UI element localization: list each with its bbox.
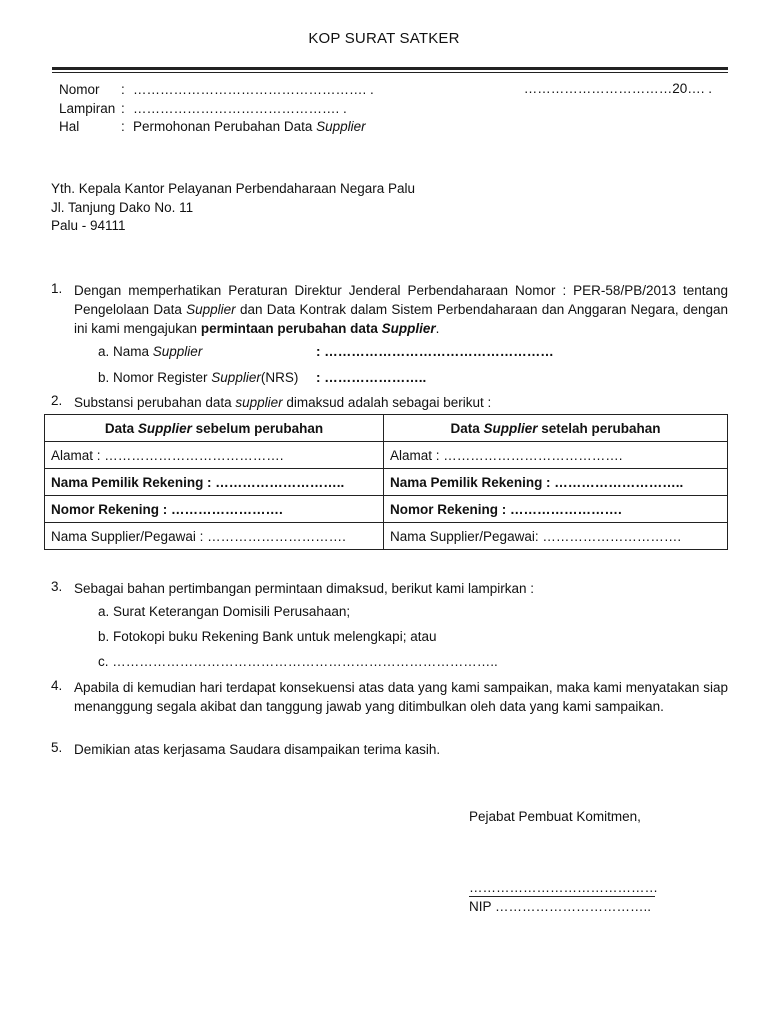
table-cell: Nama Pemilik Rekening : ……………………….. xyxy=(45,469,384,496)
meta-value: ………………………………………. . xyxy=(133,101,347,116)
text-bold xyxy=(201,321,436,336)
text-italic: Supplier xyxy=(137,420,192,436)
letterhead-title: KOP SURAT SATKER xyxy=(308,30,460,47)
text-italic: Supplier xyxy=(483,420,538,436)
item-number: 1. xyxy=(51,281,63,296)
table-cell: Nomor Rekening : ……………………. xyxy=(45,496,384,523)
text-span: a. Nama xyxy=(98,344,153,359)
substance-table xyxy=(44,414,728,550)
meta-value: ……………………………………………. . xyxy=(133,82,374,97)
signature-name-line: …………………………………… xyxy=(469,880,658,895)
text-span: Data xyxy=(450,420,484,436)
item-1-text xyxy=(74,281,728,338)
text-span: Dengan memperhatikan Peraturan Direktur Jenderal Perbendaharaan Nomor : PER-58/PB/2013 tentang Pengelolaan Data xyxy=(74,283,728,317)
meta-label: Nomor xyxy=(59,82,100,97)
meta-lampiran xyxy=(59,101,347,116)
item-1-a-label xyxy=(98,344,202,359)
meta-label: Hal xyxy=(59,119,80,134)
meta-colon: : xyxy=(121,101,125,116)
recipient-line-2: Jl. Tanjung Dako No. 11 xyxy=(51,200,194,215)
meta-colon: : xyxy=(121,82,125,97)
text-italic: Supplier xyxy=(211,370,261,385)
table-cell: Alamat : …………………………………. xyxy=(384,442,728,469)
table-cell: Nama Supplier/Pegawai : …………………………. xyxy=(45,523,384,550)
meta-nomor xyxy=(59,82,374,97)
text-italic: Supplier xyxy=(186,302,236,317)
signature-nip: NIP …………………………….. xyxy=(469,899,652,914)
item-2-text xyxy=(74,393,728,412)
meta-label: Lampiran xyxy=(59,101,116,116)
meta-value-italic: Supplier xyxy=(316,119,366,134)
recipient-line-3: Palu - 94111 xyxy=(51,218,126,233)
recipient-line-1: Yth. Kepala Kantor Pelayanan Perbendaharaan Negara Palu xyxy=(51,181,416,196)
item-5-text: Demikian atas kerjasama Saudara disampaikan terima kasih. xyxy=(74,742,441,757)
text-span: b. Nomor Register xyxy=(98,370,212,385)
text-span: setelah perubahan xyxy=(537,420,661,436)
text-span: dimaksud adalah sebagai berikut : xyxy=(282,395,492,410)
text-italic: supplier xyxy=(235,395,283,410)
meta-value: Permohonan Perubahan Data xyxy=(133,119,317,134)
item-1-a-value: : …………………………………………… xyxy=(316,344,554,359)
text-span: permintaan perubahan data xyxy=(200,321,382,336)
table-cell: Nama Supplier/Pegawai: …………………………. xyxy=(384,523,728,550)
item-3-a: a. Surat Keterangan Domisili Perusahaan; xyxy=(98,604,351,619)
item-3-b: b. Fotokopi buku Rekening Bank untuk melengkapi; atau xyxy=(98,629,437,644)
table-cell: Nomor Rekening : ……………………. xyxy=(384,496,728,523)
meta-colon: : xyxy=(121,119,125,134)
letterhead-rule-thick xyxy=(52,67,728,70)
table-cell: Alamat : …………………………………. xyxy=(45,442,384,469)
text-italic: Supplier xyxy=(381,321,436,336)
item-number: 2. xyxy=(51,393,63,408)
text-italic: Supplier xyxy=(152,344,203,359)
table-header-row xyxy=(45,415,728,442)
item-1-b-value: : ………………….. xyxy=(316,370,427,385)
item-number: 4. xyxy=(51,678,63,693)
text-span: Substansi perubahan data xyxy=(74,395,236,410)
table-row xyxy=(45,442,728,469)
item-number: 5. xyxy=(51,740,63,755)
item-1-b-label xyxy=(98,370,298,385)
letter-date: ……………………………20…. . xyxy=(523,81,712,96)
signature-underline xyxy=(469,896,655,897)
text-span: dan Data Kontrak dalam Sistem Perbendaharaan dan Anggaran Negara, dengan ini kami mengajukan xyxy=(74,302,728,336)
item-3-text: Sebagai bahan pertimbangan permintaan dimaksud, berikut kami lampirkan : xyxy=(74,581,535,596)
item-3-c: c. ………………………………………………………………………….. xyxy=(98,654,498,669)
table-cell: Nama Pemilik Rekening : ……………………….. xyxy=(384,469,728,496)
letterhead-rule-thin xyxy=(52,72,728,73)
item-4-text: Apabila di kemudian hari terdapat konsekuensi atas data yang kami sampaikan, maka kami menyatakan siap menanggung segala akibat dan tanggung jawab yang ditimbulkan oleh data yang kami sampaikan. xyxy=(74,680,728,714)
meta-hal xyxy=(59,119,366,134)
text-span: sebelum perubahan xyxy=(191,420,324,436)
signature-title: Pejabat Pembuat Komitmen, xyxy=(469,809,641,824)
text-span: . xyxy=(435,321,440,336)
item-number: 3. xyxy=(51,579,63,594)
table-row xyxy=(45,523,728,550)
text-span: Data xyxy=(104,420,138,436)
table-header-after xyxy=(384,415,728,442)
table-header-before xyxy=(45,415,384,442)
text-span: (NRS) xyxy=(260,370,299,385)
table-row xyxy=(45,496,728,523)
table-row xyxy=(45,469,728,496)
